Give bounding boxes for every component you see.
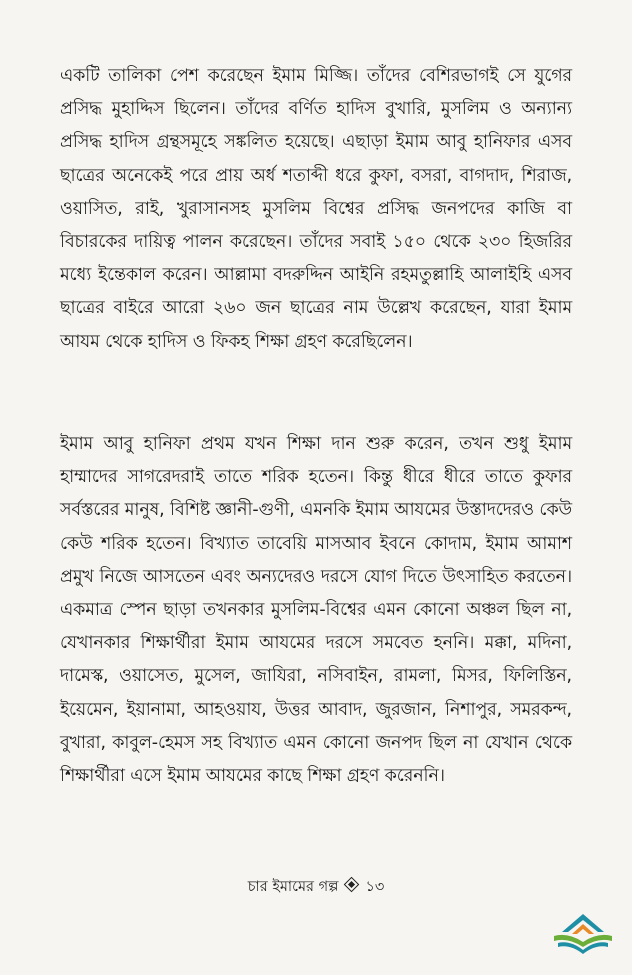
page-number: ১৩: [365, 879, 385, 895]
diamond-ornament-icon: [344, 877, 360, 893]
body-text-block: [60, 60, 572, 359]
paragraph-1: একটি তালিকা পেশ করেছেন ইমাম মিজ্জি। তাঁদের বেশিরভাগই সে যুগের প্রসিদ্ধ মুহাদ্দিস ছিলেন। তাঁদের বর্ণিত হাদিস বুখারি, মুসলিম ও অন্যান্য প্রসিদ্ধ হাদিস গ্রন্থসমূহে সঙ্কলিত হয়েছে। এছাড়া ইমাম আবু হানিফার এসব ছাত্রের অনেকেই পরে প্রায় অর্ধ শতাব্দী ধরে কুফা, বসরা, বাগদাদ, শিরাজ, ওয়াসিত, রাই, খুরাসানসহ মুসলিম বিশ্বের প্রসিদ্ধ জনপদের কাজি বা বিচারকের দায়িত্ব পালন করেছেন। তাঁদের সবাই ১৫০ থেকে ২৩০ হিজরির মধ্যে ইন্তেকাল করেন। আল্লামা বদরুদ্দিন আইনি রহমতুল্লাহি আলাইহি এসব ছাত্রের বাইরে আরো ২৬০ জন ছাত্রের নাম উল্লেখ করেছেন, যারা ইমাম আযম থেকে হাদিস ও ফিকহ শিক্ষা গ্রহণ করেছিলেন।: [60, 66, 572, 352]
book-title: চার ইমামের গল্প: [247, 879, 339, 895]
page-footer: [0, 876, 632, 900]
body-text-block: [60, 428, 572, 793]
publisher-logo-icon: [548, 910, 618, 960]
paragraph-2: ইমাম আবু হানিফা প্রথম যখন শিক্ষা দান শুরু করেন, তখন শুধু ইমাম হাম্মাদের সাগরেদরাই তাতে শরিক হতেন। কিন্তু ধীরে ধীরে তাতে কুফার সর্বস্তরের মানুষ, বিশিষ্ট জ্ঞানী-গুণী, এমনকি ইমাম আযমের উস্তাদদেরও কেউ কেউ শরিক হতেন। বিখ্যাত তাবেয়ি মাসআব ইবনে কোদাম, ইমাম আমাশ প্রমুখ নিজে আসতেন এবং অন্যদেরও দরসে যোগ দিতে উৎসাহিত করতেন। একমাত্র স্পেন ছাড়া তখনকার মুসলিম-বিশ্বের এমন কোনো অঞ্চল ছিল না, যেখানকার শিক্ষার্থীরা ইমাম আযমের দরসে সমবেত হননি। মক্কা, মদিনা, দামেস্ক, ওয়াসেত, মুসেল, জাযিরা, নসিবাইন, রামলা, মিসর, ফিলিস্তিন, ইয়েমেন, ইয়ানামা, আহওয়ায, উত্তর আবাদ, জুরজান, নিশাপুর, সমরকন্দ, বুখারা, কাবুল-হেমস সহ বিখ্যাত এমন কোনো জনপদ ছিল না যেখান থেকে শিক্ষার্থীরা এসে ইমাম আযমের কাছে শিক্ষা গ্রহণ করেননি।: [60, 434, 572, 787]
